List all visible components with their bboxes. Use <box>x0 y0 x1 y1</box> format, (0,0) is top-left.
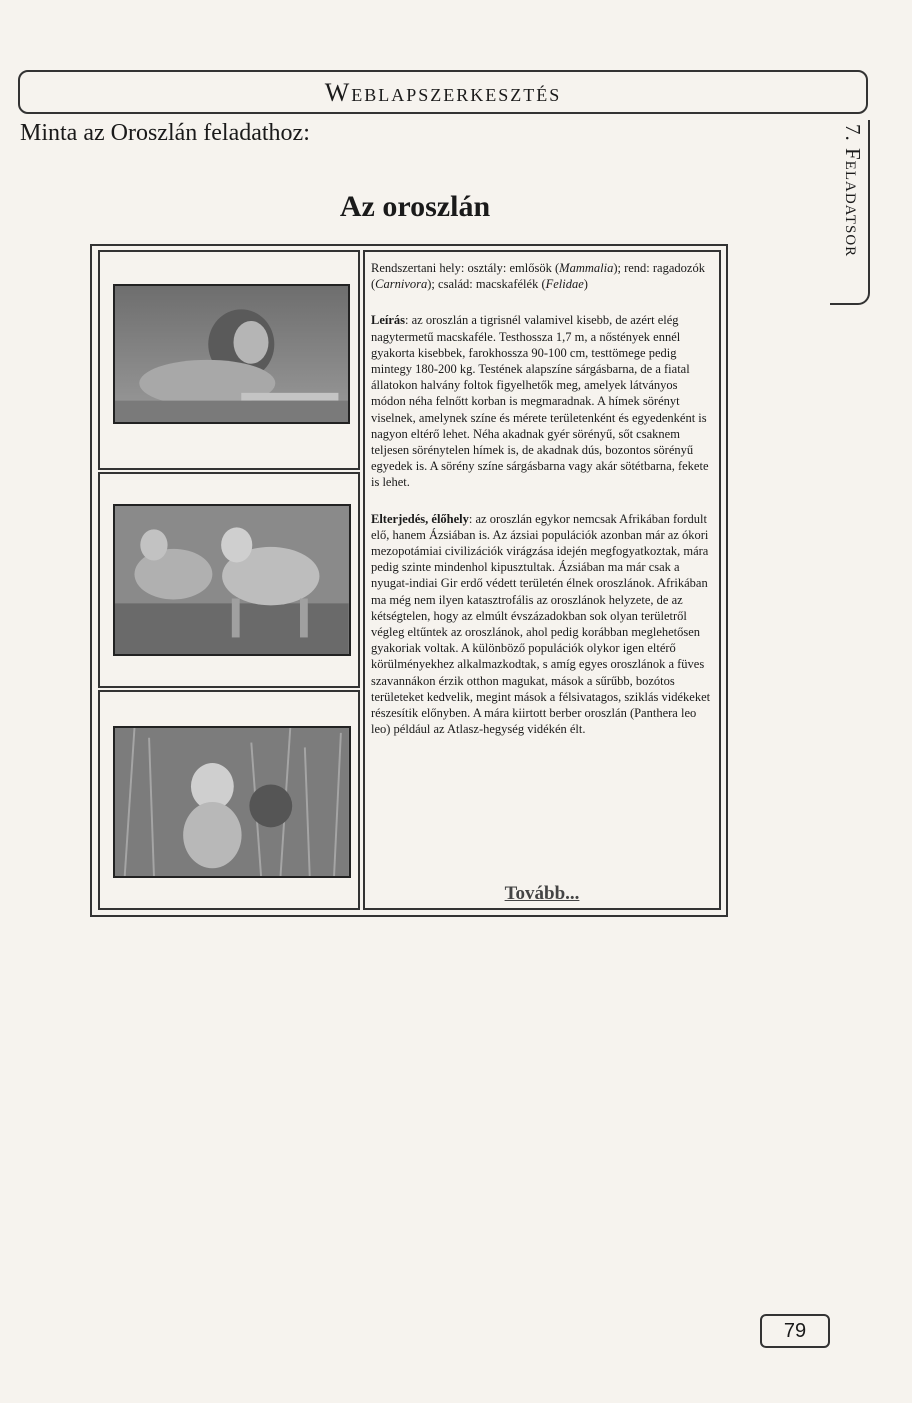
lion-cubs-photo <box>113 726 351 878</box>
classification-paragraph <box>371 260 715 292</box>
chapter-side-tab <box>830 120 870 305</box>
order-latin-name: Carnivora <box>375 277 428 292</box>
image-cell-1 <box>98 250 360 470</box>
article-text-cell <box>363 250 721 910</box>
header-box <box>18 70 868 114</box>
page-title: Az oroszlán <box>339 190 491 223</box>
more-link[interactable]: Tovább... <box>504 882 580 904</box>
distribution-paragraph <box>371 511 715 738</box>
image-cell-3 <box>98 690 360 910</box>
description-label: Leírás <box>371 313 406 328</box>
chapter-side-tab-label: 7. Feladatsor <box>841 124 865 258</box>
description-paragraph <box>371 312 715 490</box>
page-number: 79 <box>760 1314 830 1348</box>
lionesses-photo <box>113 504 351 656</box>
description-text: : az oroszlán a tigrisnél valamivel kisebb, de azért elég nagytermetű macskaféle. Testhossza 1,7 m, a nőstények ennél gyakorta kisebbek, farokhossza 90-100 cm, testtömege pedig mintegy 180-200 kg. Testének alapszíne sárgásbarna, de a fiatal állatokon halvány foltok figyelhetők meg, amelyek látványos módon néha felnőtt korban is megmaradnak. A hímek sörényt viselnek, amelynek színe és mérete területenként és egyedenként is nagyon eltérő lehet. Néha akadnak gyér sörényű, sőt csaknem teljesen sörénytelen hímek is, de akadnak dús, bozontos sörényű egyedek is. A sörény színe sárgásbarna vagy akár sötétbarna, fekete is lehet. <box>371 313 709 490</box>
family-latin-name: Felidae <box>545 277 584 292</box>
classification-text: ) <box>583 277 588 292</box>
distribution-text: : az oroszlán egykor nemcsak Afrikában fordult elő, hanem Ázsiában is. Az ázsiai populációk azonban már az ókori mezopotámiai civilizációk virágzása idején megfogyatkoztak, mára pedig szinte mindenhol kipusztultak. Ázsiában ma már csak a nyugat-indiai Gir erdő védett területén élnek oroszlánok. Afrikában ma még nem ilyen katasztrofális az oroszlánok helyzete, de az kétségtelen, hogy az elmúlt évszázadokban sok olyan területről végleg eltűntek az oroszlánok, ahol pedig korábban meglehetősen gyakoriak voltak. A különböző populációk olykor igen eltérő körülményekhez alkalmazkodtak, s amíg egyes oroszlánok a füves szavannákon érzik otthon magukat, mások a sűrűbb, bozótos területeket kedvelik, megint mások a félsivatagos, sziklás vidékeket részesítik előnyben. A mára kiirtott berber oroszlán (Panthera leo leo) például az Atlasz-hegység vidékén élt. <box>371 511 711 737</box>
header-title: Weblapszerkesztés <box>324 78 562 107</box>
image-cell-2 <box>98 472 360 688</box>
classification-text: ); család: macskafélék ( <box>427 277 546 292</box>
distribution-label: Elterjedés, élőhely <box>371 511 469 526</box>
lion-male-photo <box>113 284 350 424</box>
class-latin-name: Mammalia <box>559 261 614 275</box>
section-subtitle: Minta az Oroszlán feladathoz: <box>20 120 310 146</box>
classification-text: Rendszertani hely: osztály: emlősök ( <box>371 261 560 275</box>
classification-text: ); rend: ragadozók ( <box>371 261 705 292</box>
